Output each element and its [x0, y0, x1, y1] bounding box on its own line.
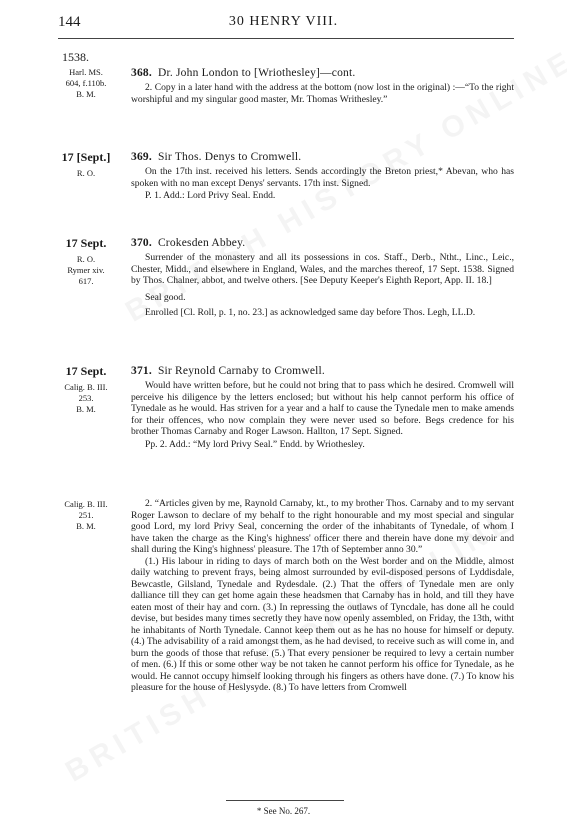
source-ref: Harl. MS. — [69, 67, 103, 77]
enrolment-note: Enrolled [Cl. Roll, p. 1, no. 23.] as acknowledged same day before Thos. Legh, LL.D. — [145, 307, 476, 318]
entry-margin — [50, 498, 122, 531]
source-ref: Calig. B. III. — [64, 499, 108, 509]
entry-paragraph: 2. “Articles given by me, Raynold Carnaby, kt., to my brother Thos. Carnaby and to my servant Roger Lawson to declare of my behalf to the right honourable and my most special and singular good Lord, my lord Privy Seal, concerning the order of the inhabitants of Tynedale, of whom I have taken the charge as the King's highness' officer there and therein have done my devoir and shall during the King's highness' pleasure. The 17th of September anno 30.” — [131, 498, 514, 555]
entry-date: 17 Sept. — [65, 236, 107, 250]
source-ref: 604, f.110b. — [65, 78, 107, 88]
entry-margin — [50, 66, 122, 99]
source-ref: B. M. — [76, 404, 96, 414]
entry-body — [131, 236, 514, 319]
source-ref: 251. — [78, 510, 94, 520]
entry-heading: Crokesden Abbey. — [157, 237, 246, 249]
source-ref: Calig. B. III. — [64, 382, 108, 392]
entry-body — [131, 150, 514, 202]
entry-body — [131, 364, 514, 450]
entry-number: 370. — [131, 237, 152, 249]
source-ref: 617. — [78, 276, 94, 286]
entry-margin — [50, 236, 122, 286]
entry-paragraph: Would have written before, but he could not bring that to pass which he desired. Cromwell will perceive his diligence by the letters enclosed; but without his help cannot perform his office of Tynedale as he would. Has striven for a year and a half to cause the Tynedale men to make amends for their offences, who now complain they were never used so before. Begs credence for his brother Thomas Carnaby and Roger Lawson. Hallton, 17 Sept. Signed. — [131, 380, 514, 437]
source-ref: 253. — [78, 393, 94, 403]
entry-margin — [50, 150, 122, 178]
entry-number: 371. — [131, 365, 152, 377]
source-ref: Rymer xiv. — [67, 265, 105, 275]
entry-number: 369. — [131, 151, 152, 163]
entry-body — [131, 66, 514, 105]
entry-title — [131, 66, 514, 80]
entry-paragraph: 2. Copy in a later hand with the address at the bottom (now lost in the original) :—“To the right worshipful and my singular good master, Mr. Thomas Writhesley.” — [131, 82, 514, 105]
header-rule — [58, 38, 514, 39]
footnote-rule — [226, 800, 344, 801]
year-label: 1538. — [62, 50, 89, 64]
entry-heading: Dr. John London to [Wriothesley]—cont. — [157, 67, 356, 79]
entry-title — [131, 364, 514, 378]
entry-number: 368. — [131, 67, 152, 79]
entry-heading: Sir Thos. Denys to Cromwell. — [157, 151, 302, 163]
source-ref: B. M. — [76, 89, 96, 99]
entry-paragraph: Surrender of the monastery and all its possessions in cos. Staff., Derb., Ntht., Linc., Leic., Chester, Midd., and elsewhere in England, Wales, and the marches thereof, 17 Sept. 1538. Signed by Thos. Chalner, abbot, and twelve others. [See Deputy Keeper's Eighth Report, App. II. 18.] — [131, 252, 514, 286]
seal-note: Seal good. — [145, 291, 186, 303]
source-ref: R. O. — [76, 254, 96, 264]
page-number: 144 — [58, 14, 81, 30]
entry-margin — [50, 364, 122, 414]
page-header — [0, 14, 567, 36]
entry-title — [131, 150, 514, 164]
entry-paragraph: On the 17th inst. received his letters. Sends accordingly the Breton priest,* Abevan, who has spoken with no man except Denys' servants. 17th inst. Signed. — [131, 166, 514, 189]
entry-date: 17 [Sept.] — [61, 150, 111, 164]
source-ref: R. O. — [76, 168, 96, 178]
entry-title — [131, 236, 514, 250]
endorsement: P. 1. Add.: Lord Privy Seal. Endd. — [145, 190, 276, 201]
entry-paragraph: (1.) His labour in riding to days of march both on the West border and on the Middle, almost daily watching to prevent frays, being almost surrounded by evil-disposed persons of Lyddisdale, Bewcastle, Gilsland, Tynedale and Rydesdale. (2.) That the offers of Tynedale men are only dalliance till they can get home again these headsmen that Carnaby has in hold, and till they have eaten most of their hay and corn. (3.) In repressing the outlaws of Tyncdale, has done all he could devise, but besides many times secretly they have now openly assembled, on Friday, the 13th, witht he inhabitants of North Tynedale. Cannot keep them out as he has no house for himself or deputy. (4.) The advisability of a raid amongst them, as he had devised, to receive such as will come in, and burn the goods of those that refuse. (5.) That every pensioner be required to levy a certain number of men. (6.) If this or some other way be not taken he cannot perform his office for Tynedale, as he would. He cannot occupy himself looking through his fingers as others have done. (7.) To know his pleasure for the house of Heslysyde. (8.) To have letters from Cromwell — [131, 555, 514, 693]
source-ref: B. M. — [76, 521, 96, 531]
entry-date: 17 Sept. — [65, 364, 107, 378]
entry-heading: Sir Reynold Carnaby to Cromwell. — [157, 365, 326, 377]
entry-body — [131, 498, 514, 694]
footnote: * See No. 267. — [256, 806, 311, 816]
endorsement: Pp. 2. Add.: “My lord Privy Seal.” Endd. by Wriothesley. — [145, 438, 365, 450]
running-title: 30 HENRY VIII. — [228, 14, 339, 29]
